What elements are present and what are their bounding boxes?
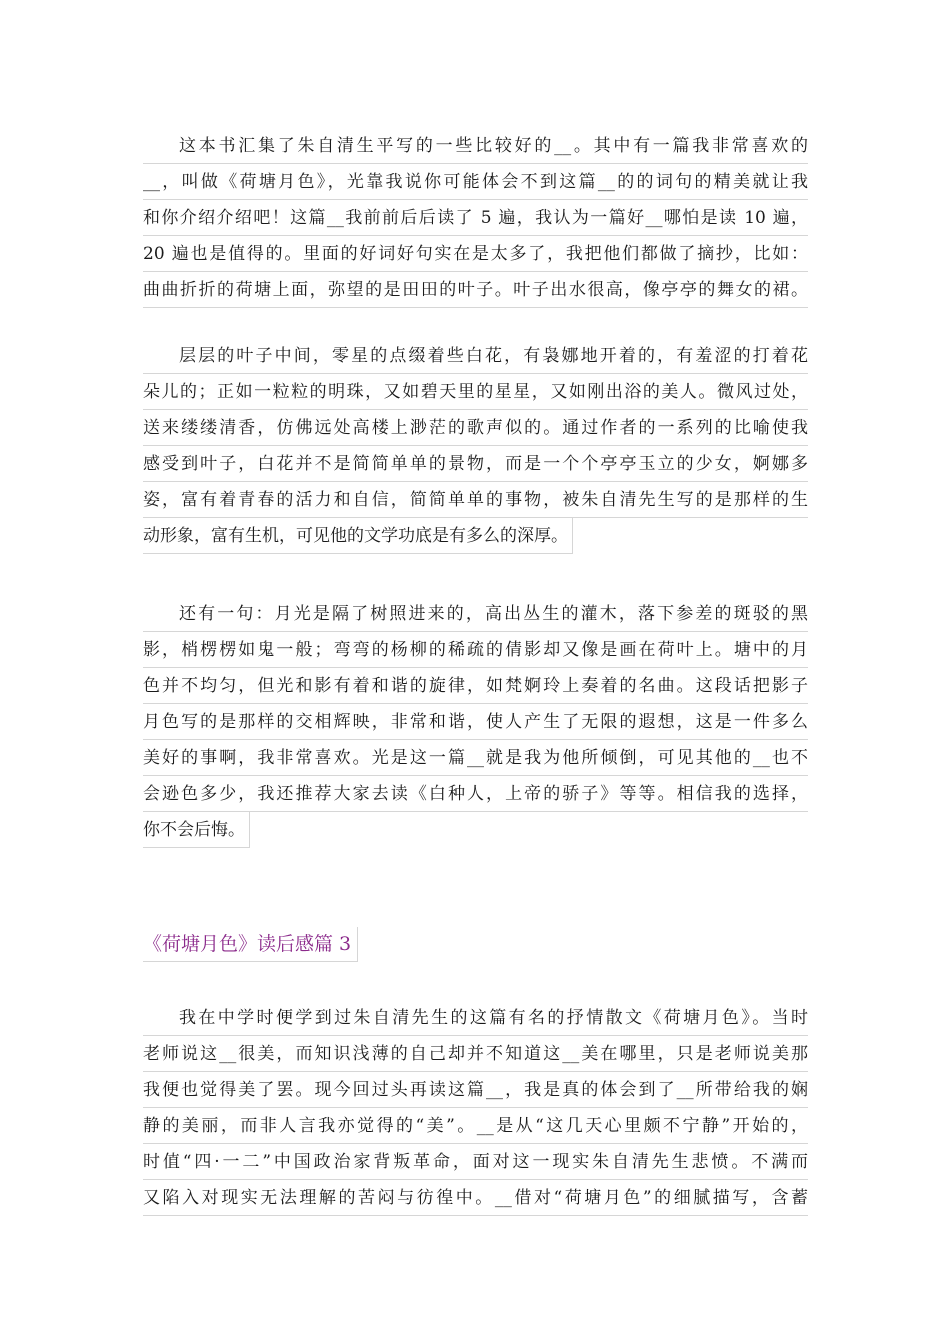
text-line: 时值“四·一二”中国政治家背叛革命，面对这一现实朱自清先生悲愤。不满而	[143, 1144, 808, 1180]
paragraph-2	[143, 338, 808, 554]
text-line: 送来缕缕清香，仿佛远处高楼上渺茫的歌声似的。通过作者的一系列的比喻使我	[143, 410, 808, 446]
paragraph-4	[143, 1000, 808, 1216]
text-line: 月色写的是那样的交相辉映，非常和谐，使人产生了无限的遐想，这是一件多么	[143, 704, 808, 740]
section-heading: 《荷塘月色》读后感篇 3	[143, 927, 358, 962]
text-line: 感受到叶子，白花并不是简简单单的景物，而是一个个亭亭玉立的少女，婀娜多	[143, 446, 808, 482]
text-line: 你不会后悔。	[143, 812, 250, 848]
text-line: 还有一句：月光是隔了树照进来的，高出丛生的灌木，落下参差的斑驳的黑	[143, 596, 808, 632]
text-line: 和你介绍介绍吧！这篇__我前前后后读了 5 遍，我认为一篇好__哪怕是读 10 遍，	[143, 200, 808, 236]
paragraph-3	[143, 596, 808, 848]
paragraph-1	[143, 128, 808, 308]
text-line: 我在中学时便学到过朱自清先生的这篇有名的抒情散文《荷塘月色》。当时	[143, 1000, 808, 1036]
text-line: 这本书汇集了朱自清生平写的一些比较好的__。其中有一篇我非常喜欢的	[143, 128, 808, 164]
text-line: 又陷入对现实无法理解的苦闷与彷徨中。__借对“荷塘月色”的细腻描写，含蓄	[143, 1180, 808, 1216]
text-line: 会逊色多少，我还推荐大家去读《白种人，上帝的骄子》等等。相信我的选择，	[143, 776, 808, 812]
text-line: 朵儿的；正如一粒粒的明珠，又如碧天里的星星，又如刚出浴的美人。微风过处，	[143, 374, 808, 410]
text-line: 美好的事啊，我非常喜欢。光是这一篇__就是我为他所倾倒，可见其他的__也不	[143, 740, 808, 776]
text-line: 老师说这__很美，而知识浅薄的自己却并不知道这__美在哪里，只是老师说美那	[143, 1036, 808, 1072]
text-line: 动形象，富有生机，可见他的文学功底是有多么的深厚。	[143, 518, 573, 554]
text-line: 姿，富有着青春的活力和自信，简简单单的事物，被朱自清先生写的是那样的生	[143, 482, 808, 518]
text-line: 曲曲折折的荷塘上面，弥望的是田田的叶子。叶子出水很高，像亭亭的舞女的裙。	[143, 272, 808, 308]
text-line: __，叫做《荷塘月色》，光靠我说你可能体会不到这篇__的的词句的精美就让我	[143, 164, 808, 200]
text-line: 层层的叶子中间，零星的点缀着些白花，有袅娜地开着的，有羞涩的打着花	[143, 338, 808, 374]
text-line: 20 遍也是值得的。里面的好词好句实在是太多了，我把他们都做了摘抄，比如：	[143, 236, 808, 272]
text-line: 静的美丽，而非人言我亦觉得的“美”。__是从“这几天心里颇不宁静”开始的，	[143, 1108, 808, 1144]
text-line: 色并不均匀，但光和影有着和谐的旋律，如梵婀玲上奏着的名曲。这段话把影子	[143, 668, 808, 704]
text-line: 我便也觉得美了罢。现今回过头再读这篇__，我是真的体会到了__所带给我的娴	[143, 1072, 808, 1108]
text-line: 影，梢楞楞如鬼一般；弯弯的杨柳的稀疏的倩影却又像是画在荷叶上。塘中的月	[143, 632, 808, 668]
